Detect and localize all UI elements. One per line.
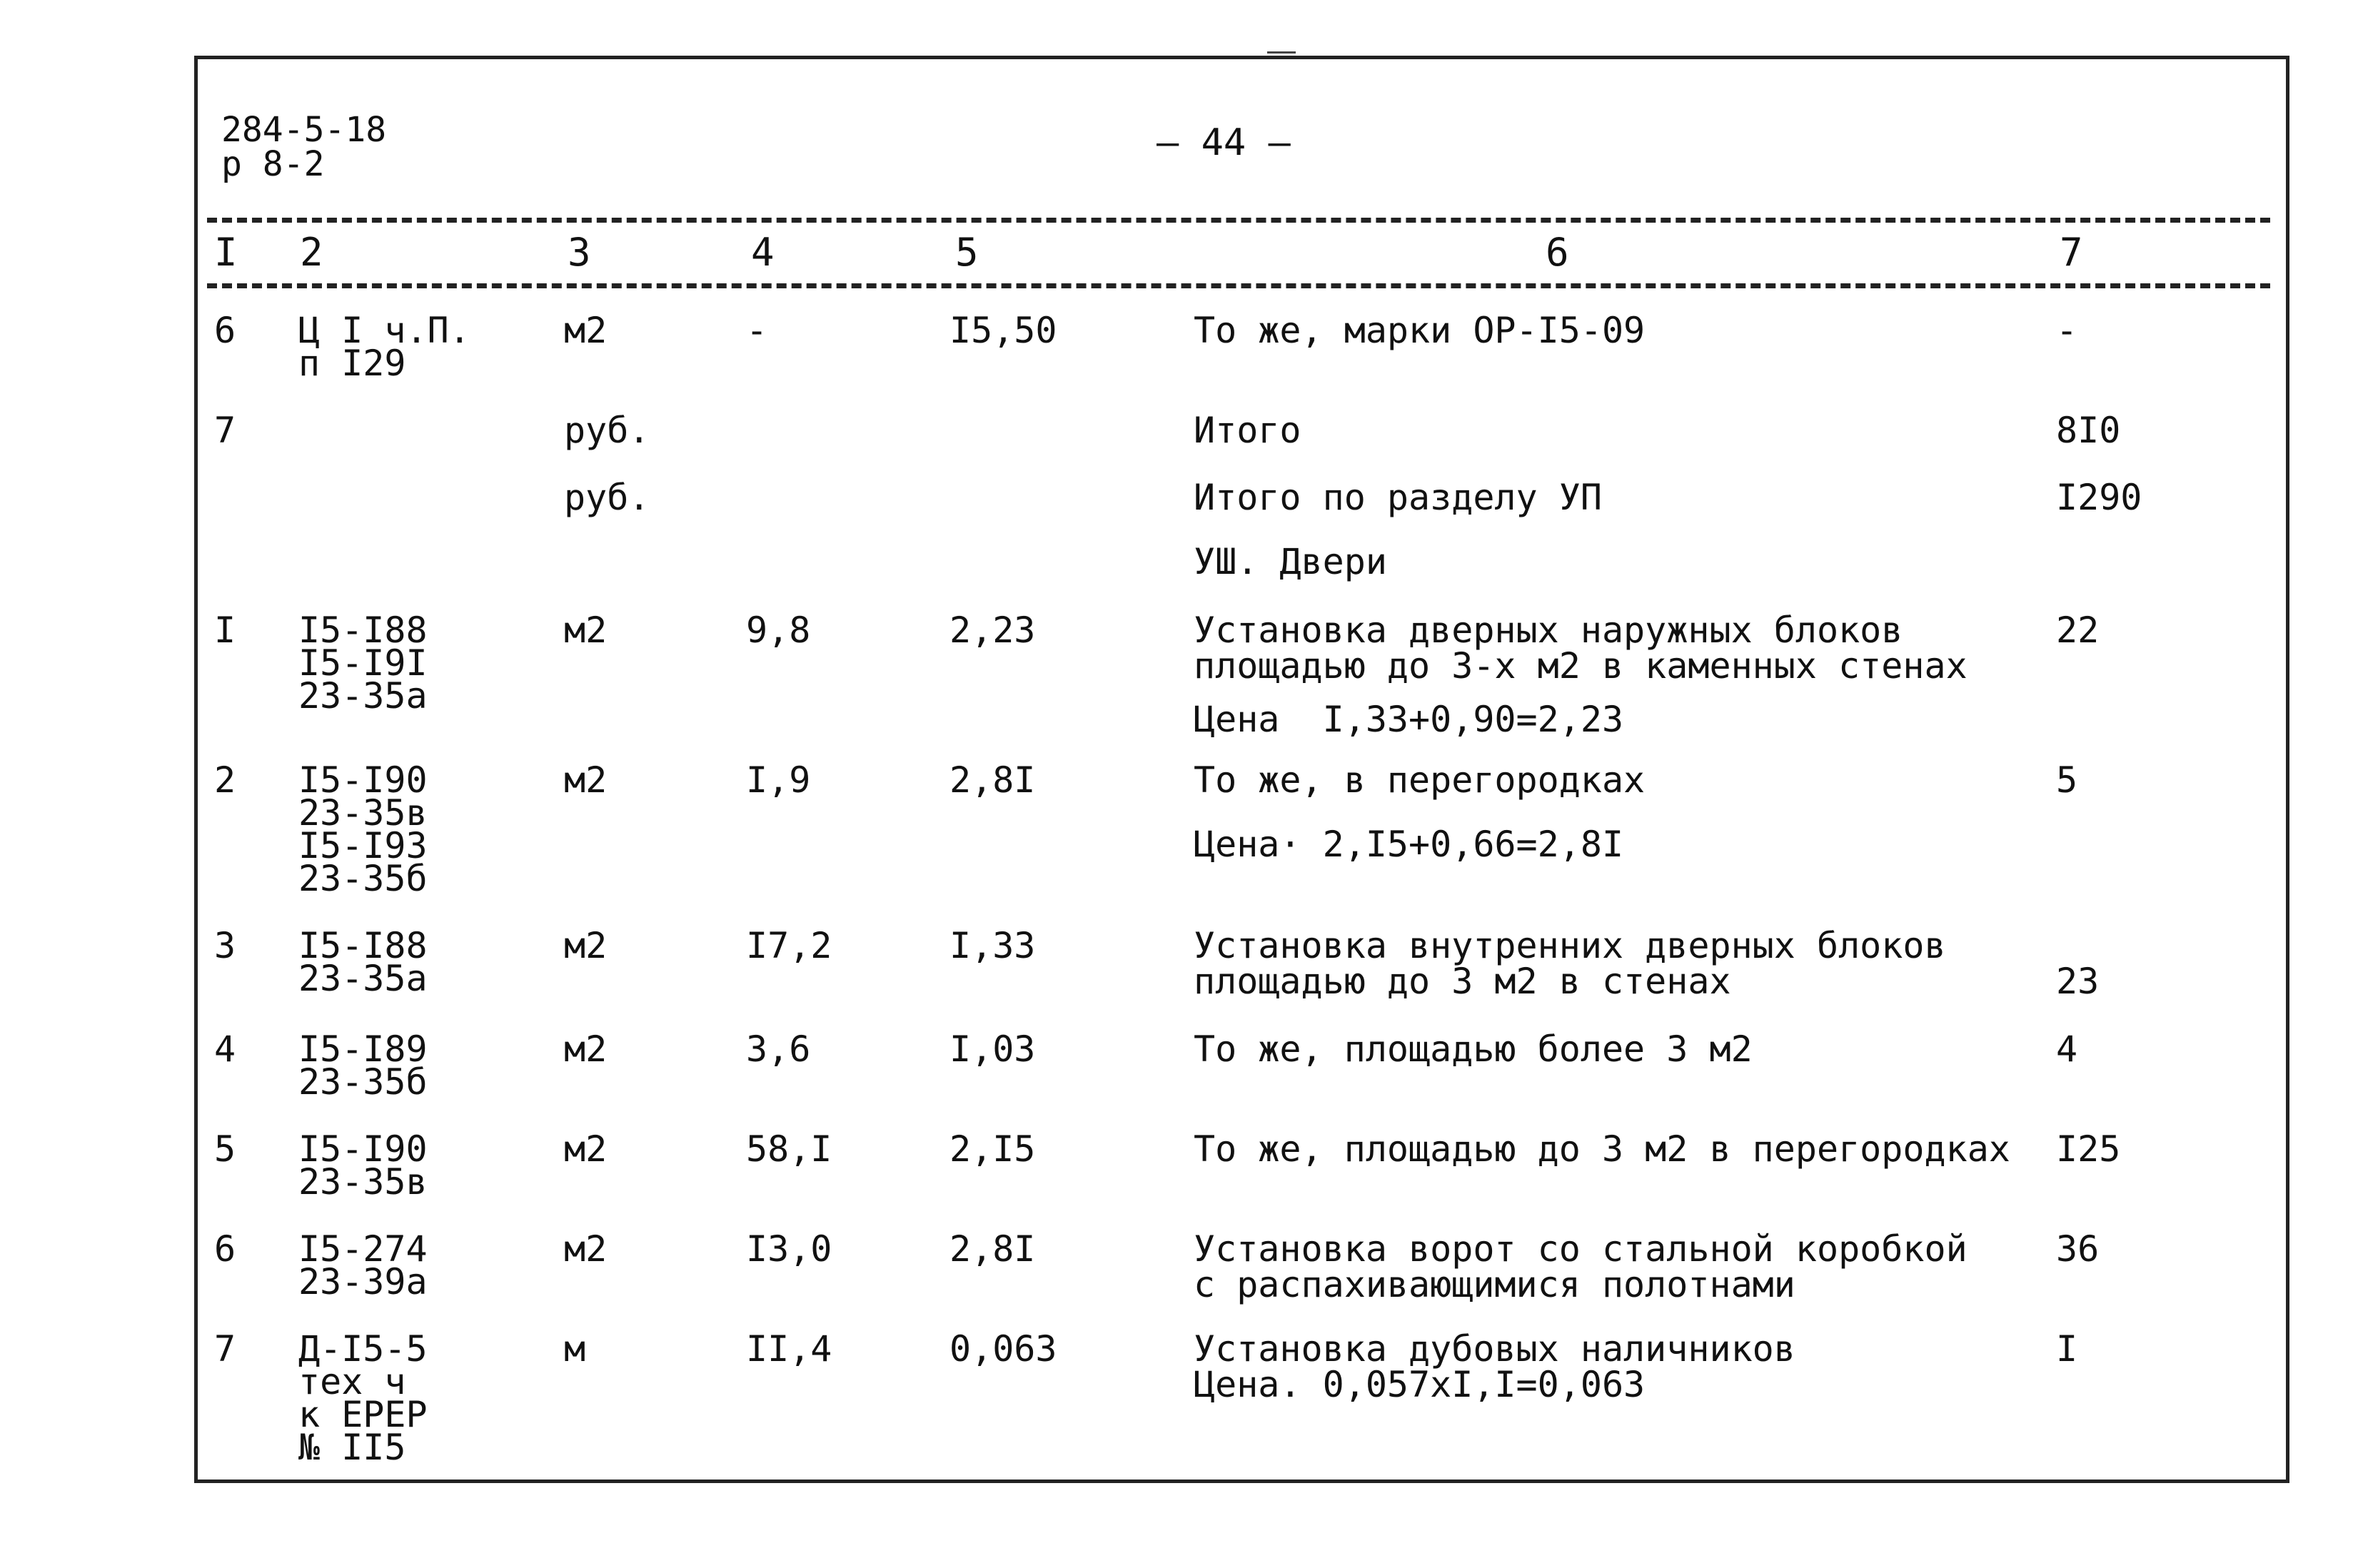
- column-header-2: 2: [300, 230, 323, 275]
- document-code-line1: 284-5-18: [221, 110, 387, 150]
- table-cell-c5: 2,23: [949, 610, 1036, 651]
- page-number: — 44 —: [1157, 121, 1291, 164]
- table-cell-c1: I: [214, 610, 236, 651]
- column-header-3: 3: [568, 230, 591, 275]
- table-cell-c2-line: 23-35б: [298, 1061, 428, 1103]
- table-cell-c7: -: [2056, 310, 2078, 351]
- column-header-5: 5: [955, 230, 979, 275]
- table-cell-c4: 9,8: [746, 610, 811, 651]
- table-cell-c2-line: I5-I89: [298, 1028, 428, 1070]
- table-cell-c7: I: [2056, 1328, 2078, 1370]
- table-cell-c1: 7: [214, 410, 236, 451]
- table-cell-c6-line: То же, площадью до 3 м2 в перегородках: [1194, 1128, 2010, 1170]
- table-cell-c5: I,03: [949, 1028, 1036, 1070]
- table-cell-c1: 3: [214, 925, 236, 966]
- table-cell-c3: м2: [564, 759, 608, 801]
- table-cell-c6-line: То же, в перегородках: [1194, 759, 1646, 801]
- table-cell-c6-line: Цена I,33+0,90=2,23: [1194, 699, 1624, 740]
- top-mark: [1267, 51, 1296, 54]
- table-cell-c3: м2: [564, 1228, 608, 1270]
- table-cell-c2-line: Д-I5-5: [298, 1328, 428, 1370]
- table-cell-c2-line: I5-I90: [298, 759, 428, 801]
- table-cell-c3: руб.: [564, 477, 650, 518]
- table-cell-c2-line: I5-274: [298, 1228, 428, 1270]
- table-cell-c1: 7: [214, 1328, 236, 1370]
- table-cell-c5: I5,50: [949, 310, 1057, 351]
- table-cell-c1: 4: [214, 1028, 236, 1070]
- table-cell-c7: 22: [2056, 610, 2100, 651]
- table-cell-c6-line: Цена· 2,I5+0,66=2,8I: [1194, 824, 1624, 865]
- table-cell-c4: I,9: [746, 759, 811, 801]
- document-code: [221, 110, 387, 184]
- table-cell-c2-line: к ЕРЕР: [298, 1394, 428, 1435]
- table-cell-c3: м: [564, 1328, 586, 1370]
- table-cell-c6-line: Установка внутренних дверных блоков: [1194, 925, 1946, 966]
- table-cell-c7: I290: [2056, 477, 2142, 518]
- column-header-4: 4: [751, 230, 775, 275]
- table-cell-c1: 6: [214, 310, 236, 351]
- table-cell-c2-line: 23-35а: [298, 958, 428, 999]
- table-cell-c4: I7,2: [746, 925, 832, 966]
- table-cell-c7: 23: [2056, 961, 2100, 1002]
- table-cell-c2-line: 23-35а: [298, 675, 428, 717]
- table-cell-c3: руб.: [564, 410, 650, 451]
- table-cell-c6-line: Цена. 0,057хI,I=0,063: [1194, 1364, 1646, 1405]
- table-cell-c6-line: УШ. Двери: [1194, 541, 1387, 582]
- table-cell-c2-line: 23-35в: [298, 792, 428, 834]
- table-cell-c2-line: 23-35б: [298, 858, 428, 899]
- table-cell-c7: 36: [2056, 1228, 2100, 1270]
- table-cell-c3: м2: [564, 1128, 608, 1170]
- table-cell-c6-line: Итого: [1194, 410, 1301, 451]
- table-cell-c7: 8I0: [2056, 410, 2121, 451]
- table-cell-c3: м2: [564, 310, 608, 351]
- table-cell-c2-line: I5-I88: [298, 925, 428, 966]
- table-cell-c6-line: То же, площадью более 3 м2: [1194, 1028, 1753, 1070]
- table-cell-c6-line: площадью до 3-х м2 в каменных стенах: [1194, 645, 1967, 687]
- table-cell-c1: 5: [214, 1128, 236, 1170]
- table-cell-c1: 2: [214, 759, 236, 801]
- table-cell-c6-line: Установка дубовых наличников: [1194, 1328, 1795, 1370]
- table-cell-c6-line: площадью до 3 м2 в стенах: [1194, 961, 1731, 1002]
- table-cell-c2-line: № II5: [298, 1427, 406, 1468]
- table-cell-c6-line: То же, марки ОР-I5-09: [1194, 310, 1646, 351]
- table-cell-c1: 6: [214, 1228, 236, 1270]
- table-cell-c4: 58,I: [746, 1128, 832, 1170]
- table-cell-c7: 5: [2056, 759, 2078, 801]
- table-cell-c6-line: Установка ворот со стальной коробкой: [1194, 1228, 1967, 1270]
- table-cell-c5: 2,8I: [949, 759, 1036, 801]
- table-cell-c5: I,33: [949, 925, 1036, 966]
- column-header-7: 7: [2060, 230, 2083, 275]
- table-cell-c5: 2,8I: [949, 1228, 1036, 1270]
- table-cell-c7: 4: [2056, 1028, 2078, 1070]
- column-header-6: 6: [1546, 230, 1569, 275]
- header-dash-top: [207, 218, 2270, 223]
- column-header-1: I: [214, 230, 238, 275]
- table-cell-c3: м2: [564, 1028, 608, 1070]
- table-cell-c6-line: Установка дверных наружных блоков: [1194, 610, 1903, 651]
- table-cell-c4: I3,0: [746, 1228, 832, 1270]
- table-cell-c5: 0,063: [949, 1328, 1057, 1370]
- table-cell-c2-line: I5-I9I: [298, 642, 428, 684]
- header-dash-bottom: [207, 283, 2270, 288]
- table-cell-c4: 3,6: [746, 1028, 811, 1070]
- table-cell-c2-line: 23-35в: [298, 1161, 428, 1203]
- table-cell-c2-line: Ц I ч.П.: [298, 310, 470, 351]
- table-cell-c2-line: I5-I93: [298, 825, 428, 866]
- table-cell-c4: -: [746, 310, 768, 351]
- table-cell-c2-line: тех ч: [298, 1361, 406, 1402]
- table-cell-c3: м2: [564, 925, 608, 966]
- table-cell-c2-line: I5-I90: [298, 1128, 428, 1170]
- document-code-line2: р 8-2: [221, 144, 325, 184]
- table-cell-c4: II,4: [746, 1328, 832, 1370]
- table-cell-c2-line: 23-39а: [298, 1261, 428, 1303]
- table-cell-c6-line: с распахивающимися полотнами: [1194, 1264, 1795, 1305]
- table-cell-c2-line: I5-I88: [298, 610, 428, 651]
- table-cell-c2-line: п I29: [298, 343, 406, 384]
- table-cell-c5: 2,I5: [949, 1128, 1036, 1170]
- table-cell-c3: м2: [564, 610, 608, 651]
- table-cell-c7: I25: [2056, 1128, 2121, 1170]
- table-cell-c6-line: Итого по разделу УП: [1194, 477, 1602, 518]
